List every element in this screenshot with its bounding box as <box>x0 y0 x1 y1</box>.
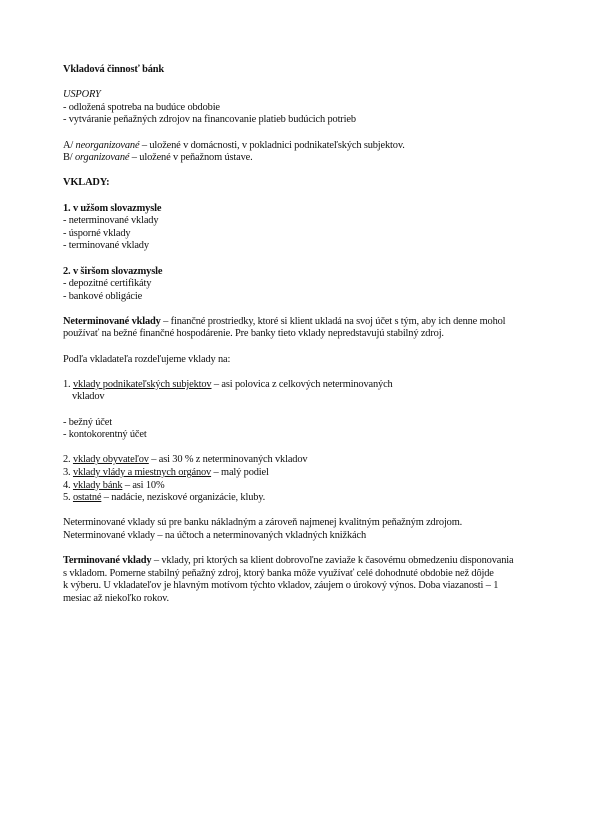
type-b-prefix: B/ <box>63 152 75 164</box>
list-item: - depozitné certifikáty <box>63 278 152 290</box>
uspory-item: - vytváranie peňažných zdrojov na financovanie platieb budúcich potrieb <box>63 114 356 126</box>
item-text: – asi 30 % z neterminovaných vkladov <box>148 454 308 466</box>
list-item: - neterminované vklady <box>63 215 159 227</box>
item-number: 5. <box>63 492 73 504</box>
vklady-heading: VKLADY: <box>63 177 110 189</box>
type-a-rest: – uložené v domácnosti, v pokladnici podnikateľských subjektov. <box>139 139 405 151</box>
citizen-deposits-link: vklady obyvateľov <box>72 454 149 466</box>
broad-sense-heading: 2. v širšom slovazmysle <box>63 265 163 277</box>
nonterm-def-line: používať na bežné finančné hospodárenie. Pre banky tieto vklady nepredstavujú stabilný zdroj. <box>63 328 444 340</box>
item-number: 2. <box>63 454 73 466</box>
depositor-intro: Podľa vkladateľa rozdeľujeme vklady na: <box>63 353 231 365</box>
vklady-heading-block <box>63 177 553 190</box>
list-item: - terminované vklady <box>63 240 149 252</box>
nonterm-def-line <box>63 316 553 329</box>
doc-title: Vkladová činnosť bánk <box>63 64 165 75</box>
type-a-term: neorganizované <box>75 139 140 151</box>
list-item: - úsporné vklady <box>63 227 131 239</box>
uspory-item: - odložená spotreba na budúce obdobie <box>63 101 220 113</box>
nonterm-definition <box>63 316 553 341</box>
depositor-line <box>63 467 553 480</box>
item-number: 4. <box>63 479 73 491</box>
bank-deposits-link: vklady bánk <box>72 479 123 491</box>
narrow-sense-section <box>63 203 553 253</box>
depositor-line <box>63 379 553 392</box>
type-a-line <box>63 140 553 153</box>
depositor-item-1 <box>63 379 553 404</box>
term-definition <box>63 555 553 605</box>
item-number: 1. <box>63 378 73 390</box>
term-def-line: k výberu. U vkladateľov je hlavným motívom týchto vkladov, záujem o úrokový výnos. Doba viazanosti – 1 <box>63 580 499 592</box>
nonterm-notes <box>63 517 553 542</box>
type-b-term: organizované <box>74 152 130 164</box>
savings-types <box>63 140 553 165</box>
type-b-rest: – uložené v peňažnom ústave. <box>129 152 253 164</box>
nonterm-def-text: – finančné prostriedky, ktoré si klient ukladá na svoj účet s tým, aby ich denne mohol <box>160 315 506 327</box>
depositor-line-cont: vkladov <box>72 391 105 403</box>
term-def-line <box>63 555 553 568</box>
note-line: Neterminované vklady sú pre banku nákladným a zároveň najmenej kvalitným peňažným zdrojom. <box>63 517 463 529</box>
type-b-line <box>63 152 553 165</box>
other-deposits-link: ostatné <box>72 492 102 504</box>
term-def-line: s vkladom. Pomerne stabilný peňažný zdroj, ktorý banka môže využívať celé dohodnuté obdobie než dôjde <box>63 567 494 579</box>
doc-title-block <box>63 64 553 77</box>
uspory-section <box>63 89 553 127</box>
uspory-heading: USPORY <box>63 89 101 101</box>
item-text: – asi 10% <box>122 479 165 491</box>
item-text: – malý podiel <box>211 467 269 478</box>
account-types <box>63 417 553 442</box>
item-text: – asi polovica z celkových neterminovaných <box>211 378 393 390</box>
depositor-items-2-5 <box>63 454 553 504</box>
list-item: - bežný účet <box>63 416 112 428</box>
depositor-line <box>63 492 553 505</box>
business-deposits-link: vklady podnikateľských subjektov <box>72 378 212 390</box>
depositor-line <box>63 480 553 493</box>
government-deposits-link: vklady vlády a miestnych orgánov <box>72 467 212 478</box>
depositor-line <box>63 454 553 467</box>
term-def-line: mesiac až niekoľko rokov. <box>63 592 169 604</box>
term-def-text: – vklady, pri ktorých sa klient dobrovoľne zaviaže k časovému obmedzeniu disponovania <box>151 555 514 567</box>
list-item: - kontokorentný účet <box>63 429 147 441</box>
list-item: - bankové obligácie <box>63 290 143 302</box>
broad-sense-section <box>63 266 553 304</box>
type-a-prefix: A/ <box>63 139 76 151</box>
document-page <box>63 64 553 618</box>
term-term: Terminované vklady <box>63 555 152 567</box>
depositor-intro-block <box>63 354 553 367</box>
item-text: – nadácie, neziskové organizácie, kluby. <box>101 492 266 504</box>
item-number: 3. <box>63 467 73 478</box>
narrow-sense-heading: 1. v užšom slovazmysle <box>63 202 162 214</box>
note-line: Neterminované vklady – na účtoch a neterminovaných vkladných knižkách <box>63 529 366 541</box>
nonterm-term: Neterminované vklady <box>63 315 161 327</box>
